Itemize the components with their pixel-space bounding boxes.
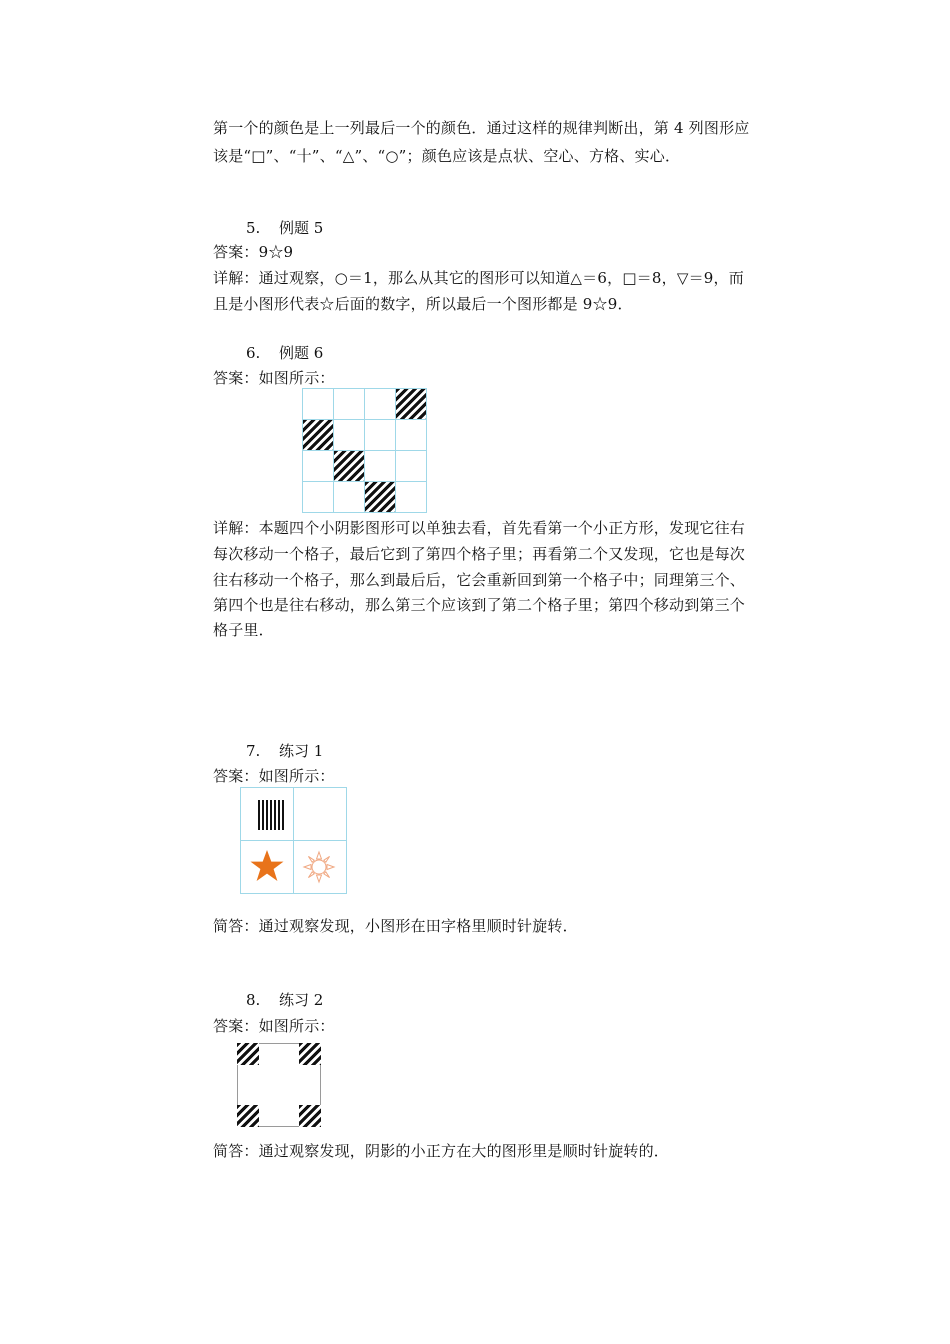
example6-detail-line-4: 第四个也是往右移动，那么第三个应该到了第二个格子里；第四个移动到第三个 bbox=[213, 596, 746, 614]
shaded-square bbox=[237, 1105, 259, 1127]
exercise1-answer: 答案：如图所示： bbox=[213, 767, 335, 785]
exercise2-answer: 答案：如图所示： bbox=[213, 1017, 335, 1035]
exercise1-title: 练习 1 bbox=[279, 742, 324, 760]
grid-cell bbox=[302, 481, 334, 513]
intro-line-1: 第一个的颜色是上一列最后一个的颜色．通过这样的规律判断出，第 4 列图形应 bbox=[213, 119, 750, 137]
shaded-square bbox=[303, 420, 333, 450]
exercise1-number: 7. bbox=[246, 742, 261, 760]
example5-number: 5. bbox=[246, 219, 261, 237]
example5-detail-line-2: 且是小图形代表☆后面的数字，所以最后一个图形都是 9☆9． bbox=[213, 295, 633, 313]
example6-answer-grid bbox=[302, 388, 426, 512]
example5-detail-line-1: 详解：通过观察，○＝1，那么从其它的图形可以知道△＝6，□＝8，▽＝9，而 bbox=[213, 269, 744, 287]
grid-cell bbox=[364, 388, 396, 420]
exercise2-title: 练习 2 bbox=[279, 991, 324, 1009]
exercise2-brief: 简答：通过观察发现，阴影的小正方在大的图形里是顺时针旋转的． bbox=[213, 1142, 670, 1160]
shaded-square bbox=[396, 389, 426, 419]
example6-number: 6. bbox=[246, 344, 261, 362]
exercise2-answer-figure bbox=[237, 1043, 321, 1127]
example6-detail-line-3: 往右移动一个格子，那么到最后后，它会重新回到第一个格子中；同理第三个、 bbox=[213, 571, 746, 589]
grid-cell bbox=[364, 419, 396, 451]
grid-cell bbox=[395, 450, 427, 482]
star-icon bbox=[249, 849, 285, 885]
grid-cell bbox=[302, 388, 334, 420]
grid-cell bbox=[364, 450, 396, 482]
grid-cell bbox=[395, 388, 427, 420]
grid-cell bbox=[302, 419, 334, 451]
grid-cell bbox=[333, 388, 365, 420]
intro-line-2: 该是“□”、“十”、“△”、“○”；颜色应该是点状、空心、方格、实心． bbox=[213, 147, 681, 165]
grid-cell bbox=[293, 787, 347, 841]
grid-cell bbox=[395, 419, 427, 451]
example5-title: 例题 5 bbox=[279, 219, 324, 237]
example6-answer: 答案：如图所示： bbox=[213, 369, 335, 387]
grid-cell bbox=[333, 450, 365, 482]
sun-icon bbox=[302, 850, 336, 884]
example6-detail-line-5: 格子里． bbox=[213, 621, 274, 639]
example5-answer: 答案：9☆9 bbox=[213, 243, 294, 261]
grid-cell bbox=[333, 481, 365, 513]
grid-cell bbox=[302, 450, 334, 482]
barcode-icon bbox=[258, 800, 286, 830]
example6-detail-line-1: 详解：本题四个小阴影图形可以单独去看，首先看第一个小正方形，发现它往右 bbox=[213, 519, 746, 537]
shaded-square bbox=[299, 1105, 321, 1127]
shaded-square bbox=[334, 451, 364, 481]
shaded-square bbox=[365, 482, 395, 512]
exercise2-number: 8. bbox=[246, 991, 261, 1009]
exercise1-brief: 简答：通过观察发现，小图形在田字格里顺时针旋转． bbox=[213, 917, 578, 935]
shaded-square bbox=[237, 1043, 259, 1065]
grid-cell bbox=[333, 419, 365, 451]
grid-cell bbox=[395, 481, 427, 513]
exercise1-answer-grid bbox=[240, 787, 347, 894]
example6-title: 例题 6 bbox=[279, 344, 324, 362]
grid-cell bbox=[364, 481, 396, 513]
example6-detail-line-2: 每次移动一个格子，最后它到了第四个格子里；再看第二个又发现，它也是每次 bbox=[213, 545, 746, 563]
shaded-square bbox=[299, 1043, 321, 1065]
